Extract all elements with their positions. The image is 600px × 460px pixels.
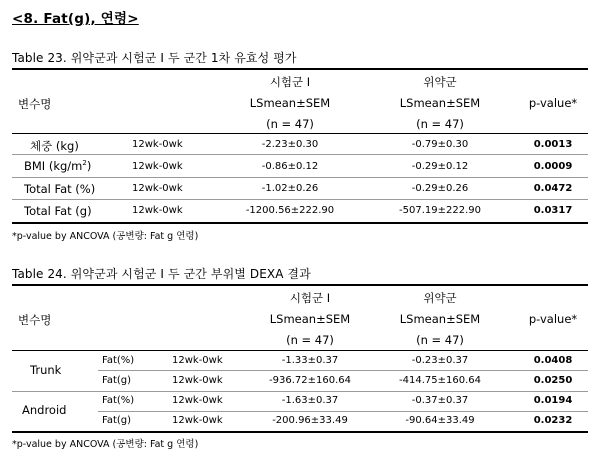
table23-row-group1-value: -1.02±0.26 xyxy=(261,183,319,194)
table24-row-measure: Fat(g) xyxy=(102,375,132,386)
table23-row-group1-value: -1200.56±222.90 xyxy=(245,205,335,216)
table24-bottom-rule xyxy=(12,431,588,433)
table23-top-rule xyxy=(12,68,588,70)
table23-caption: Table 23. 위약군과 시험군 I 두 군간 1차 유효성 평가 xyxy=(12,51,297,65)
table23-row-variable: Total Fat (%) xyxy=(24,182,96,196)
table23-row-divider xyxy=(12,199,588,200)
table23-row-pvalue: 0.0472 xyxy=(533,183,573,194)
table23-row-group2-value: -507.19±222.90 xyxy=(399,205,481,216)
table23-group2-n: (n = 47) xyxy=(416,117,464,131)
table23-row-period: 12wk-0wk xyxy=(132,139,183,150)
table23-row-group1-value: -2.23±0.30 xyxy=(261,139,319,150)
table24-row-pvalue: 0.0194 xyxy=(533,395,573,406)
table23-group2-header: 위약군 xyxy=(423,75,457,89)
table24-top-rule xyxy=(12,284,588,286)
table23-footnote: *p-value by ANCOVA (공변량: Fat g 연령) xyxy=(12,231,199,242)
table23-bottom-rule xyxy=(12,222,588,224)
table23-group1-header: 시험군 I xyxy=(269,75,311,89)
table23-row-period: 12wk-0wk xyxy=(132,183,183,194)
table24-variable-header: 변수명 xyxy=(18,313,52,327)
table24-group2-n: (n = 47) xyxy=(416,333,464,347)
table23-row-period: 12wk-0wk xyxy=(132,205,183,216)
table23-row-variable: BMI $(kg/m^2)$ xyxy=(24,159,92,173)
table24-group-label: Trunk xyxy=(30,363,62,377)
table23-row-pvalue: 0.0009 xyxy=(533,161,573,172)
table24-row-pvalue: 0.0250 xyxy=(533,375,573,386)
table23-group1-stat-header: LSmean±SEM xyxy=(249,96,331,110)
table24-row-measure: Fat(%) xyxy=(102,395,135,406)
table23-row-group2-value: -0.29±0.12 xyxy=(411,161,469,172)
table24-row-group1-value: -1.33±0.37 xyxy=(281,355,339,366)
table24-row-period: 12wk-0wk xyxy=(172,375,223,386)
table24-row-group2-value: -414.75±160.64 xyxy=(399,375,481,386)
table23-row-variable: 체중 (kg) xyxy=(30,139,79,153)
table24-group-label: Android xyxy=(22,403,67,417)
table24-row-period: 12wk-0wk xyxy=(172,355,223,366)
table24-group1-header: 시험군 I xyxy=(289,291,331,305)
section-title: <8. Fat(g), 연령> xyxy=(12,11,139,27)
table23-row-divider xyxy=(12,154,588,155)
table24-header-rule xyxy=(12,350,588,351)
table24-group1-n: (n = 47) xyxy=(286,333,334,347)
table24-row-group1-value: -936.72±160.64 xyxy=(269,375,351,386)
table24-group2-stat-header: LSmean±SEM xyxy=(399,312,481,326)
table24-row-group1-value: -200.96±33.49 xyxy=(272,415,348,426)
table23-row-pvalue: 0.0013 xyxy=(533,139,573,150)
table23-row-group2-value: -0.29±0.26 xyxy=(411,183,469,194)
table24-row-group1-value: -1.63±0.37 xyxy=(281,395,339,406)
table23-row-period: 12wk-0wk xyxy=(132,161,183,172)
table24-row-pvalue: 0.0232 xyxy=(533,415,573,426)
table24-row-pvalue: 0.0408 xyxy=(533,355,573,366)
table24-row-group2-value: -0.37±0.37 xyxy=(411,395,469,406)
table23-group1-n: (n = 47) xyxy=(266,117,314,131)
table23-row-group2-value: -0.79±0.30 xyxy=(411,139,469,150)
table23-variable-header: 변수명 xyxy=(18,97,52,111)
table24-row-measure: Fat(%) xyxy=(102,355,135,366)
table24-group2-header: 위약군 xyxy=(423,291,457,305)
table23-group2-stat-header: LSmean±SEM xyxy=(399,96,481,110)
table24-footnote: *p-value by ANCOVA (공변량: Fat g 연령) xyxy=(12,439,199,450)
table24-group1-stat-header: LSmean±SEM xyxy=(269,312,351,326)
table23-header-rule xyxy=(12,133,588,134)
table24-row-group2-value: -90.64±33.49 xyxy=(405,415,475,426)
table24-row-group2-value: -0.23±0.37 xyxy=(411,355,469,366)
table24-pvalue-header: p-value* xyxy=(528,312,578,326)
table23-pvalue-header: p-value* xyxy=(528,96,578,110)
table24-row-divider xyxy=(98,370,588,371)
table23-row-pvalue: 0.0317 xyxy=(533,205,573,216)
table24-row-divider xyxy=(98,411,588,412)
table23-row-divider xyxy=(12,177,588,178)
table24-row-period: 12wk-0wk xyxy=(172,395,223,406)
table24-caption: Table 24. 위약군과 시험군 I 두 군간 부위별 DEXA 결과 xyxy=(12,267,311,281)
table24-row-period: 12wk-0wk xyxy=(172,415,223,426)
table24-row-measure: Fat(g) xyxy=(102,415,132,426)
table24-group-divider xyxy=(12,391,588,392)
table23-row-group1-value: -0.86±0.12 xyxy=(261,161,319,172)
table23-row-variable: Total Fat (g) xyxy=(24,204,92,218)
